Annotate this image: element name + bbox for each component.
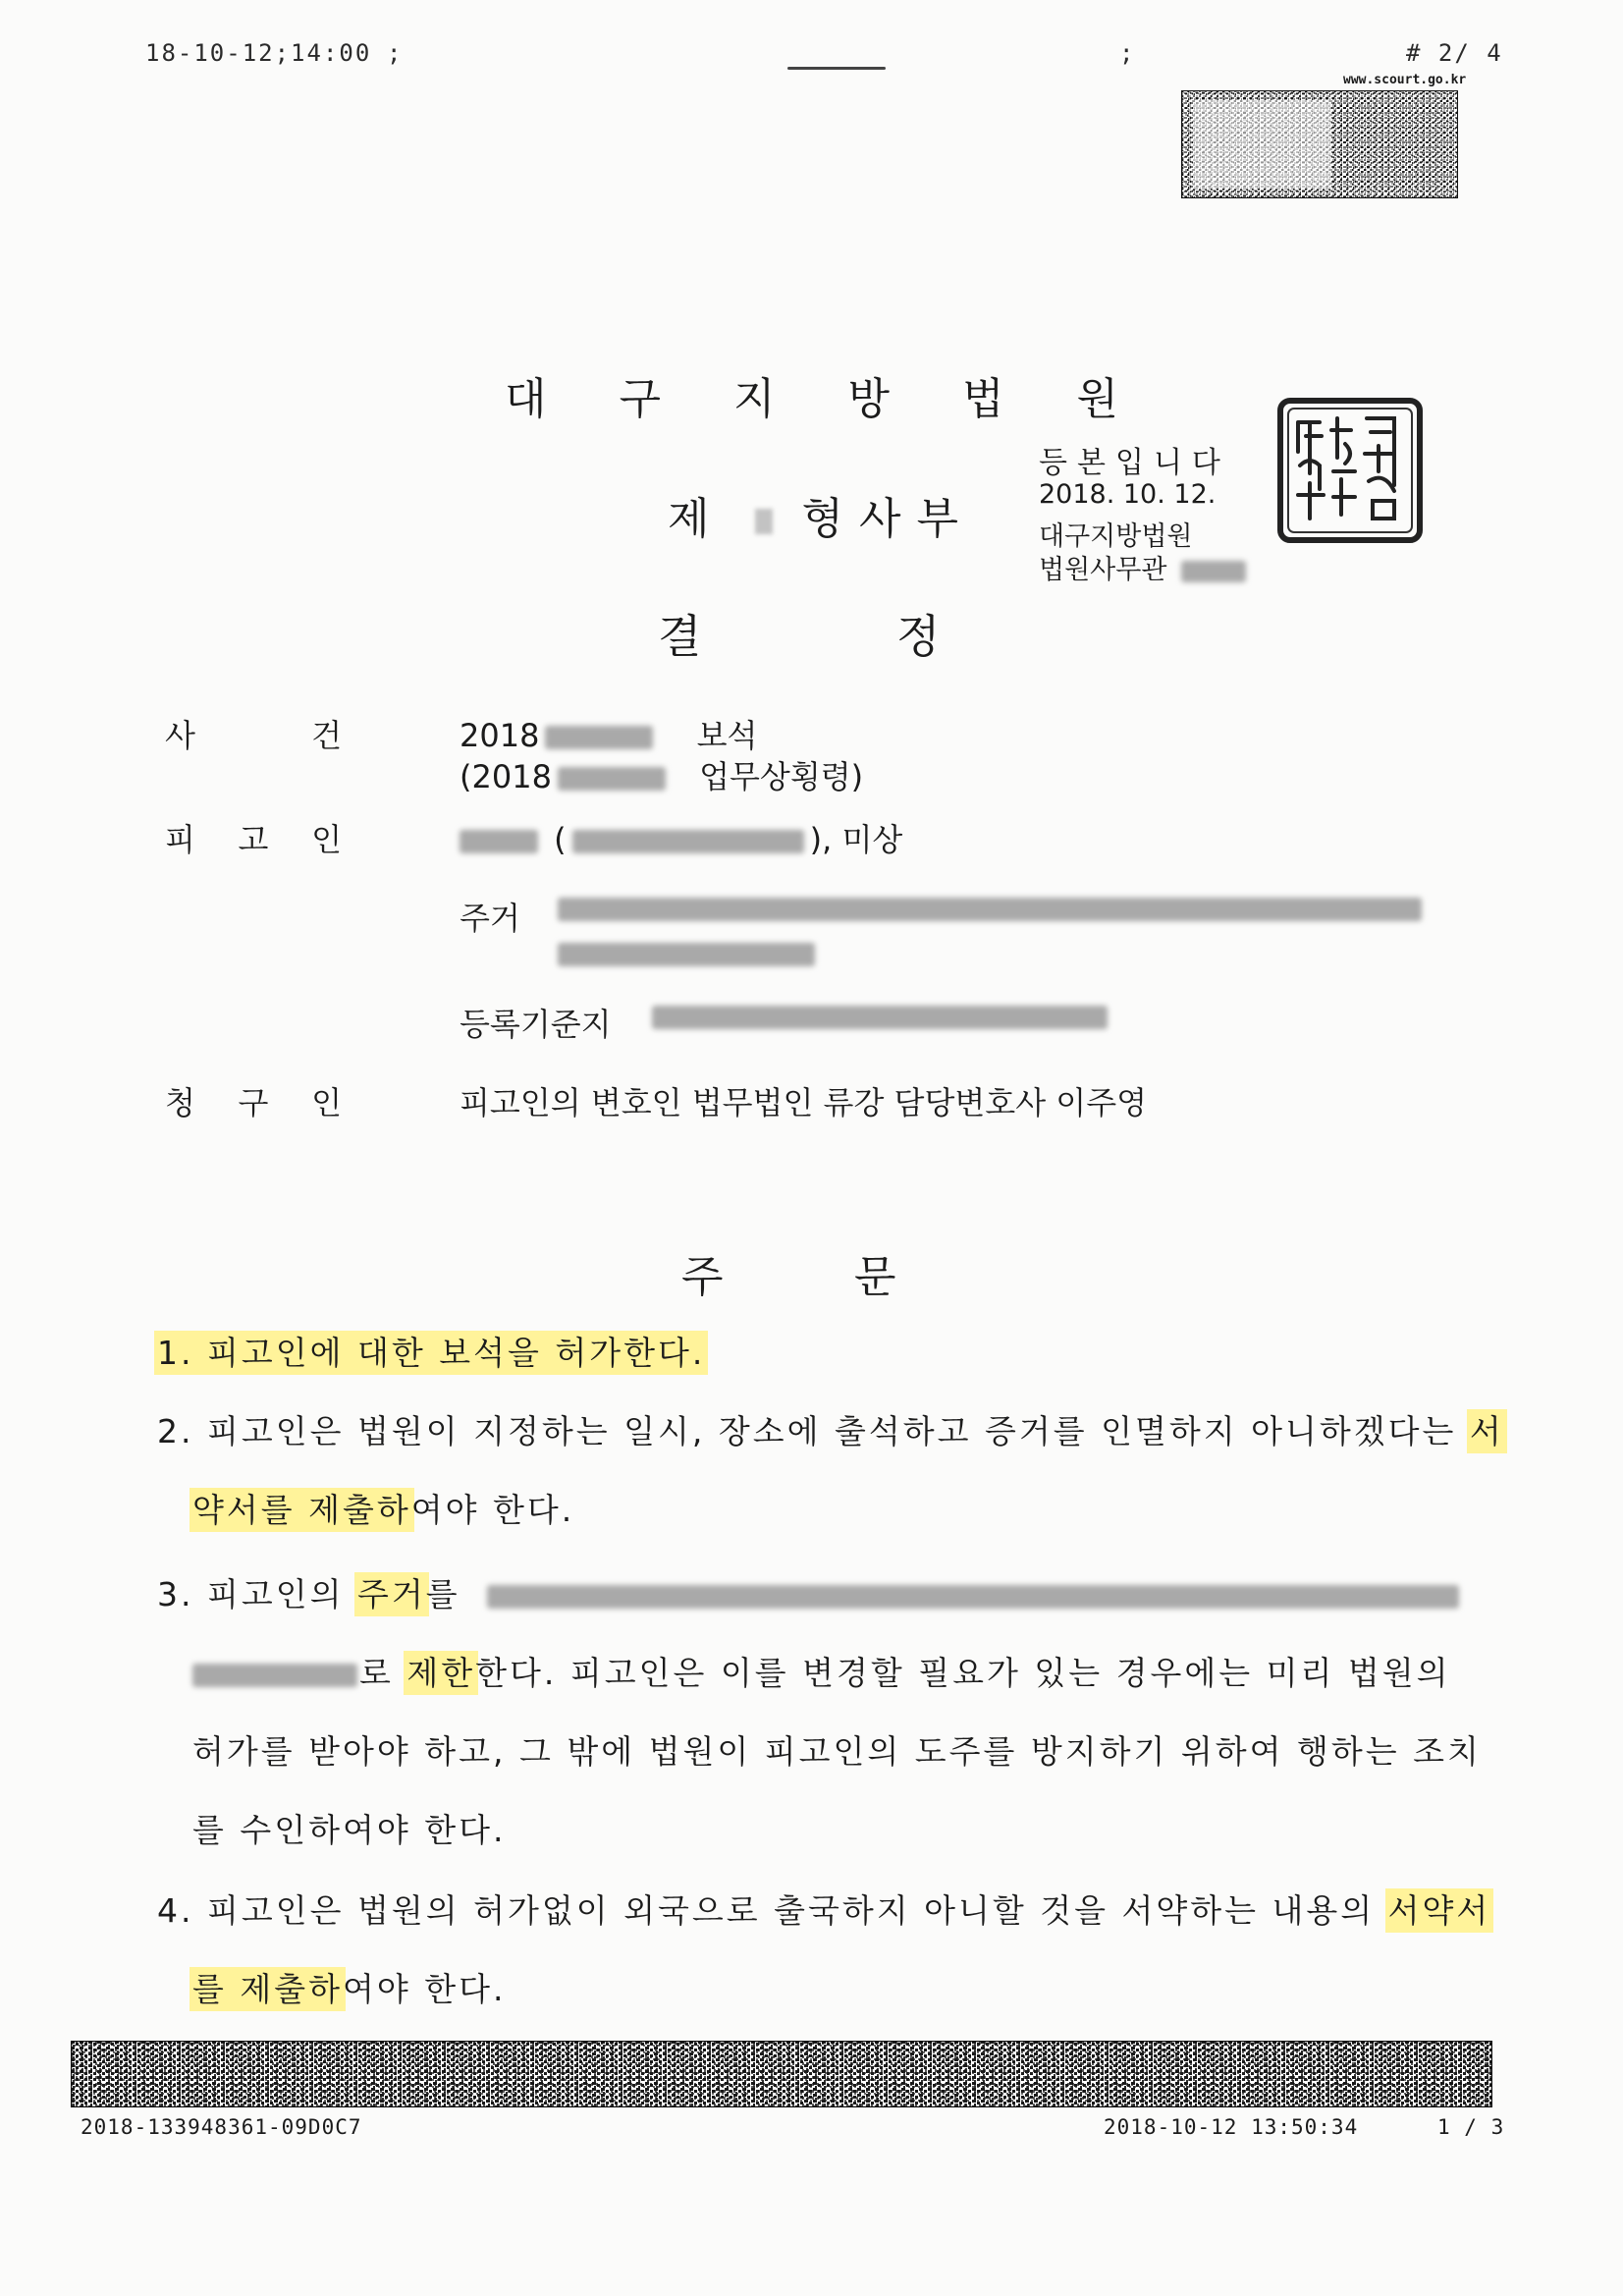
redacted-residence-address-cont	[192, 1664, 357, 1687]
claimant-value: 피고인의 변호인 법무법인 류강 담당변호사 이주영	[460, 1084, 1148, 1121]
order-item-3-line-1: 3. 피고인의 주거를	[157, 1569, 1465, 1615]
fax-separator: ;	[387, 39, 404, 67]
redacted-original-case-number	[558, 767, 666, 791]
decision-title-left: 결	[658, 610, 702, 663]
order-item-3-line-2: 로 제한한다. 피고인은 이를 변경할 필요가 있는 경우에는 미리 법원의	[192, 1648, 1451, 1694]
fax-dash-mark	[787, 67, 886, 70]
certified-copy-title: 등본입니다	[1039, 446, 1230, 480]
redacted-division-number	[755, 509, 773, 534]
document-id: 2018-133948361-09D0C7	[81, 2115, 362, 2139]
redacted-clerk-name	[1181, 561, 1246, 582]
order-item-2-line-1: 2. 피고인은 법원이 지정하는 일시, 장소에 출석하고 증거를 인멸하지 아니하겠다는 서	[157, 1412, 1504, 1450]
fax-datetime: 18-10-12;14:00	[145, 39, 372, 67]
order-item-1: 1. 피고인에 대한 보석을 허가한다.	[157, 1334, 706, 1372]
barcode-2d-footer	[71, 2041, 1492, 2107]
division-suffix: 형사부	[801, 494, 975, 544]
defendant-label: 피 고 인	[165, 821, 342, 858]
order-item-3-line-3: 허가를 받아야 하고, 그 밖에 법원이 피고인의 도주를 방지하기 위하여 행하는 조치	[192, 1732, 1482, 1771]
court-seal-icon	[1276, 397, 1424, 544]
redacted-residence-line1	[558, 898, 1422, 921]
redacted-residence-line2	[558, 943, 815, 966]
case-number	[460, 711, 757, 756]
redacted-residence-address	[487, 1585, 1459, 1609]
registered-domicile-label: 등록기준지	[460, 1006, 612, 1043]
decision-title-right: 정	[896, 610, 941, 663]
fax-separator: ;	[1119, 39, 1136, 67]
order-item-4-line-1: 4. 피고인은 법원의 허가없이 외국으로 출국하지 아니할 것을 서약하는 내용의 서약서	[157, 1891, 1491, 1930]
order-heading-right: 문	[854, 1252, 896, 1302]
redacted-resident-number	[572, 830, 804, 853]
original-case-prefix: (2018	[460, 758, 552, 795]
certified-court: 대구지방법원	[1039, 521, 1193, 552]
issue-timestamp: 2018-10-12 13:50:34	[1104, 2115, 1359, 2139]
certified-date: 2018. 10. 12.	[1039, 479, 1217, 510]
case-number-prefix: 2018	[460, 717, 540, 754]
claimant-label: 청 구 인	[165, 1084, 342, 1121]
court-clerk-label: 법원사무관	[1039, 555, 1167, 585]
division-prefix: 제	[668, 494, 726, 544]
case-label: 사 건	[165, 717, 342, 754]
order-item-4-line-2: 를 제출하여야 한다.	[192, 1970, 507, 2008]
order-item-3-line-4: 를 수인하여야 한다.	[192, 1811, 507, 1849]
original-case	[460, 752, 863, 797]
residence-label: 주거	[460, 900, 520, 937]
defendant-value: ( ), 미상	[460, 815, 902, 860]
court-name: 대 구 지 방 법 원	[505, 374, 1148, 424]
fax-page-number: # 2/ 4	[1406, 39, 1503, 67]
order-item-2-line-2: 약서를 제출하여야 한다.	[192, 1491, 575, 1529]
redacted-case-number	[545, 726, 653, 749]
site-url: www.scourt.go.kr	[1343, 73, 1467, 87]
redacted-defendant-name	[460, 830, 538, 853]
court-clerk	[1039, 548, 1252, 586]
original-case-type: 업무상횡령)	[699, 758, 864, 795]
division-title	[668, 483, 974, 546]
barcode-2d-small	[1181, 90, 1458, 198]
case-type: 보석	[696, 717, 758, 754]
order-heading-left: 주	[681, 1252, 724, 1302]
redacted-registered-domicile	[652, 1006, 1108, 1029]
page-counter: 1 / 3	[1437, 2115, 1505, 2139]
